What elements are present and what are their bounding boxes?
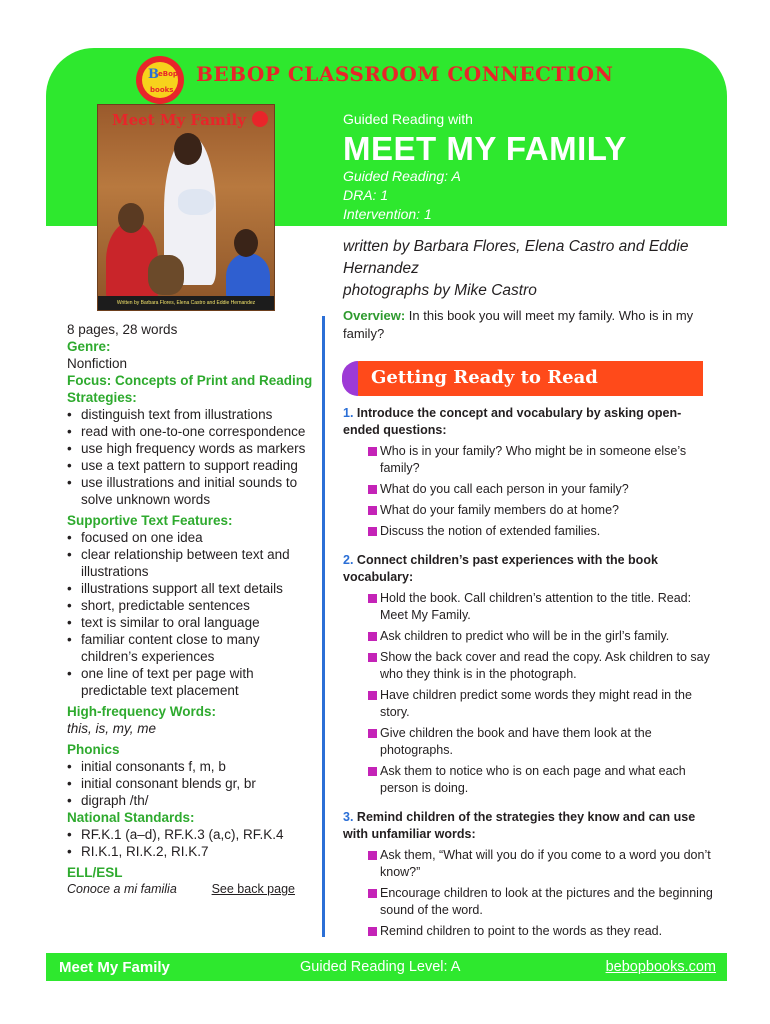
bullet-square-icon bbox=[368, 447, 377, 456]
list-item: • short, predictable sentences bbox=[67, 597, 317, 614]
step-number: 1. bbox=[343, 406, 354, 420]
list-item: Give children the book and have them look at the photographs. bbox=[343, 725, 713, 759]
level-guided: Guided Reading: A bbox=[343, 168, 461, 184]
step-1-heading bbox=[343, 405, 713, 439]
ell-title: Conoce a mi familia bbox=[67, 882, 177, 896]
right-column bbox=[343, 405, 713, 940]
level-intervention: Intervention: 1 bbox=[343, 206, 432, 222]
supportive-list bbox=[67, 529, 317, 699]
cover-title: Meet My Family bbox=[112, 111, 246, 129]
list-item: Ask them, “What will you do if you come to a word you don’t know?” bbox=[343, 847, 713, 881]
standards-list bbox=[67, 826, 317, 860]
baby-figure bbox=[178, 189, 214, 215]
list-item: • one line of text per page with predictable text placement bbox=[67, 665, 317, 699]
bullet-square-icon bbox=[368, 889, 377, 898]
getting-ready-heading: Getting Ready to Read bbox=[371, 367, 598, 388]
ell-row bbox=[67, 881, 295, 898]
bullet-square-icon bbox=[368, 691, 377, 700]
list-item: Ask them to notice who is on each page and what each person is doing. bbox=[343, 763, 713, 797]
focus-list bbox=[67, 406, 317, 508]
mother-head bbox=[174, 133, 202, 165]
level-dra: DRA: 1 bbox=[343, 187, 389, 203]
list-item: • clear relationship between text and illustrations bbox=[67, 546, 317, 580]
hf-words: this, is, my, me bbox=[67, 721, 157, 736]
footer-title: Meet My Family bbox=[59, 958, 170, 976]
list-item: Have children predict some words they might read in the story. bbox=[343, 687, 713, 721]
list-item: • text is similar to oral language bbox=[67, 614, 317, 631]
overview bbox=[343, 307, 713, 343]
page-title: MEET MY FAMILY bbox=[343, 130, 627, 167]
written-by: written by Barbara Flores, Elena Castro and Eddie Hernandez bbox=[343, 238, 689, 277]
list-item: • illustrations support all text details bbox=[67, 580, 317, 597]
bullet-square-icon bbox=[368, 767, 377, 776]
list-item: What do you call each person in your family? bbox=[343, 481, 713, 498]
step-3-heading bbox=[343, 809, 713, 843]
boy-figure bbox=[148, 255, 184, 295]
step-text: Connect children’s past experiences with the book vocabulary: bbox=[343, 553, 658, 584]
list-item: Encourage children to look at the pictures and the beginning sound of the word. bbox=[343, 885, 713, 919]
getting-ready-banner bbox=[342, 361, 703, 396]
girl-head bbox=[234, 229, 258, 257]
credits bbox=[343, 236, 723, 302]
phonics-list bbox=[67, 758, 317, 809]
page-count: 8 pages, 28 words bbox=[67, 322, 178, 337]
bebop-logo bbox=[132, 54, 188, 106]
bullet-square-icon bbox=[368, 851, 377, 860]
bullet-square-icon bbox=[368, 485, 377, 494]
list-item: • digraph /th/ bbox=[67, 792, 317, 809]
guided-reading-with: Guided Reading with bbox=[343, 111, 473, 127]
hf-words-label: High-frequency Words: bbox=[67, 704, 217, 719]
step-number: 3. bbox=[343, 810, 354, 824]
footer-band bbox=[46, 953, 727, 981]
svg-text:B: B bbox=[148, 67, 159, 82]
standards-label: National Standards: bbox=[67, 810, 195, 825]
cover-credit-strip: Written by Barbara Flores, Elena Castro and Eddie Hernandez bbox=[98, 296, 274, 310]
column-divider bbox=[322, 316, 325, 937]
cover-logo-icon bbox=[252, 111, 268, 127]
list-item: Ask children to predict who will be in the girl’s family. bbox=[343, 628, 713, 645]
bullet-square-icon bbox=[368, 729, 377, 738]
step-number: 2. bbox=[343, 553, 354, 567]
supportive-label: Supportive Text Features: bbox=[67, 513, 233, 528]
bullet-square-icon bbox=[368, 927, 377, 936]
list-item: Show the back cover and read the copy. Ask children to say who they think is in the photograph. bbox=[343, 649, 713, 683]
book-cover bbox=[97, 104, 275, 311]
list-item: • familiar content close to many children’s experiences bbox=[67, 631, 317, 665]
list-item: • focused on one idea bbox=[67, 529, 317, 546]
brand-title: BEBOP CLASSROOM CONNECTION bbox=[196, 62, 614, 86]
list-item: • RI.K.1, RI.K.2, RI.K.7 bbox=[67, 843, 317, 860]
bullet-square-icon bbox=[368, 653, 377, 662]
footer-level: Guided Reading Level: A bbox=[300, 959, 461, 975]
overview-text: In this book you will meet my family. Who is in my family? bbox=[343, 308, 694, 341]
list-item: • use illustrations and initial sounds to solve unknown words bbox=[67, 474, 317, 508]
footer-website-link[interactable]: bebopbooks.com bbox=[605, 959, 716, 975]
reading-levels bbox=[343, 167, 461, 224]
list-item: Discuss the notion of extended families. bbox=[343, 523, 713, 540]
step-text: Introduce the concept and vocabulary by asking open-ended questions: bbox=[343, 406, 682, 437]
focus-label: Focus: Concepts of Print and Reading Strategies: bbox=[67, 373, 313, 405]
photos-by: photographs by Mike Castro bbox=[343, 282, 537, 299]
step-text: Remind children of the strategies they know and can use with unfamiliar words: bbox=[343, 810, 696, 841]
phonics-label: Phonics bbox=[67, 742, 120, 757]
bullet-square-icon bbox=[368, 632, 377, 641]
list-item: • initial consonants f, m, b bbox=[67, 758, 317, 775]
left-column bbox=[67, 321, 317, 898]
overview-label: Overview: bbox=[343, 308, 406, 323]
genre-value: Nonfiction bbox=[67, 356, 128, 371]
see-back-page-link[interactable]: See back page bbox=[211, 882, 295, 896]
bullet-square-icon bbox=[368, 506, 377, 515]
banner-tab bbox=[342, 361, 358, 396]
father-head bbox=[118, 203, 144, 233]
list-item: Who is in your family? Who might be in someone else’s family? bbox=[343, 443, 713, 477]
list-item: • RF.K.1 (a–d), RF.K.3 (a,c), RF.K.4 bbox=[67, 826, 317, 843]
step-2-heading bbox=[343, 552, 713, 586]
svg-text:eBop: eBop bbox=[158, 70, 178, 78]
list-item: • read with one-to-one correspondence bbox=[67, 423, 317, 440]
list-item: Remind children to point to the words as they read. bbox=[343, 923, 713, 940]
list-item: • use a text pattern to support reading bbox=[67, 457, 317, 474]
list-item: What do your family members do at home? bbox=[343, 502, 713, 519]
list-item: • initial consonant blends gr, br bbox=[67, 775, 317, 792]
list-item: Hold the book. Call children’s attention to the title. Read: Meet My Family. bbox=[343, 590, 713, 624]
svg-text:books: books bbox=[150, 86, 174, 94]
genre-label: Genre: bbox=[67, 339, 111, 354]
bullet-square-icon bbox=[368, 594, 377, 603]
list-item: • distinguish text from illustrations bbox=[67, 406, 317, 423]
girl-figure bbox=[226, 253, 270, 299]
ell-label: ELL/ESL bbox=[67, 865, 123, 880]
list-item: • use high frequency words as markers bbox=[67, 440, 317, 457]
bullet-square-icon bbox=[368, 527, 377, 536]
